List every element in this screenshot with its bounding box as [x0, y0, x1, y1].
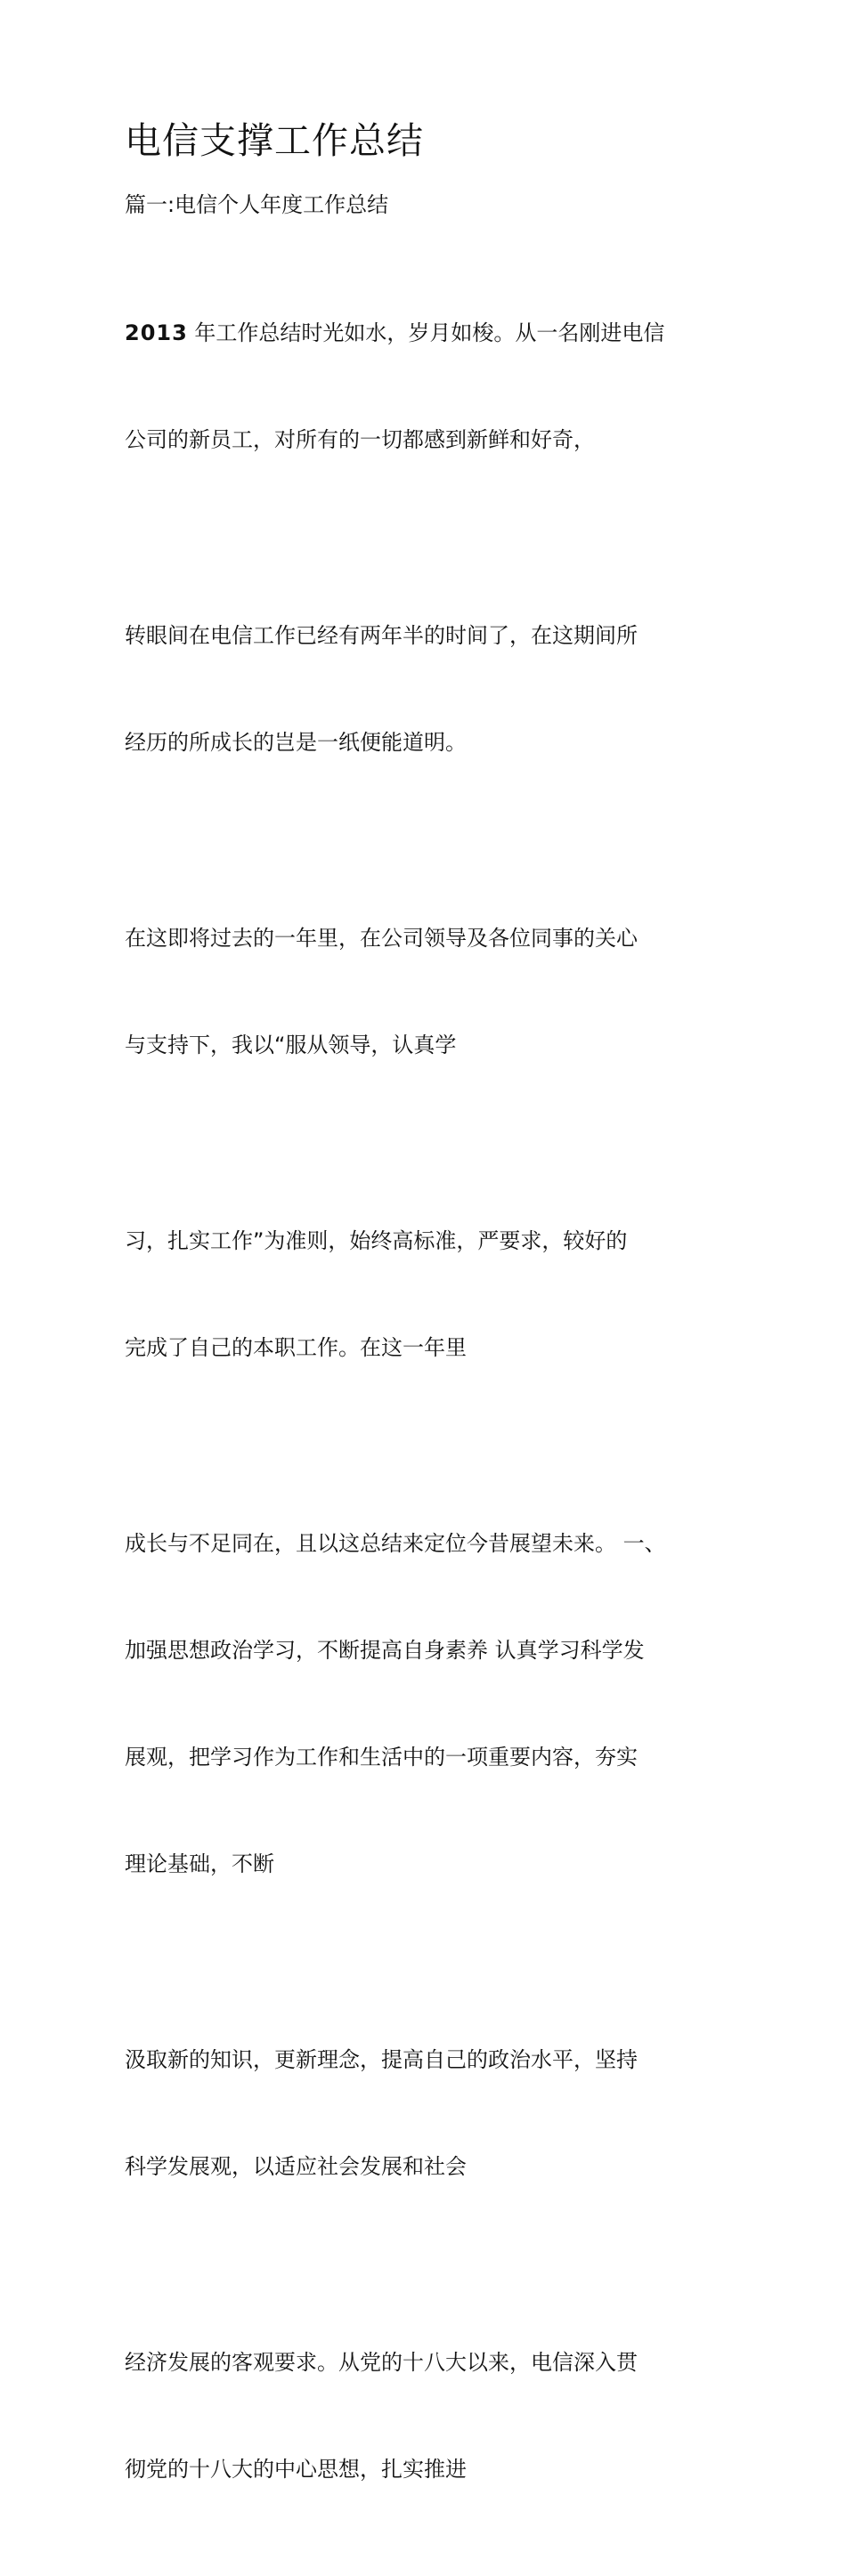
paragraph-line: 加强思想政治学习，不断提高自身素养 认真学习科学发	[125, 1638, 645, 1663]
document-title: 电信支撑工作总结	[125, 119, 424, 162]
paragraph-line: 经历的所成长的岂是一纸便能道明。	[125, 730, 467, 755]
paragraph-2	[125, 547, 730, 831]
paragraph-6	[125, 1971, 730, 2256]
paragraph-line: 公司的新员工，对所有的一切都感到新鲜和好奇，	[125, 427, 595, 452]
paragraph-line: 在这即将过去的一年里，在公司领导及各位同事的关心	[125, 926, 638, 951]
year-number: 2013	[125, 320, 188, 345]
document-body	[125, 116, 730, 2576]
paragraph-line: 与支持下，我以“服从领导，认真学	[125, 1033, 457, 1057]
line-text: 年工作总结时光如水，岁月如梭。从一名刚进电信	[187, 320, 665, 345]
paragraph-7	[125, 2273, 730, 2558]
document-subtitle: 篇一:电信个人年度工作总结	[125, 192, 389, 217]
paragraph-line: 彻党的十八大的中心思想，扎实推进	[125, 2457, 467, 2482]
paragraph-line: 汲取新的知识，更新理念，提高自己的政治水平，坚持	[125, 2047, 638, 2072]
paragraph-line: 转眼间在电信工作已经有两年半的时间了，在这期间所	[125, 623, 638, 648]
paragraph-line: 经济发展的客观要求。从党的十八大以来，电信深入贯	[125, 2350, 638, 2375]
paragraph-line: 习，扎实工作”为准则，始终高标准，严要求，较好的	[125, 1228, 628, 1253]
paragraph-line: 展观，把学习作为工作和生活中的一项重要内容，夯实	[125, 1745, 638, 1770]
paragraph-1	[125, 244, 730, 529]
paragraph-line: 成长与不足同在，且以这总结来定位今昔展望未来。 一、	[125, 1531, 666, 1556]
paragraph-line: 完成了自己的本职工作。在这一年里	[125, 1335, 467, 1360]
paragraph-line: 科学发展观，以适应社会发展和社会	[125, 2154, 467, 2179]
paragraph-line: 理论基础，不断	[125, 1851, 274, 1876]
paragraph-3	[125, 849, 730, 1134]
paragraph-line	[125, 315, 730, 351]
paragraph-5	[125, 1454, 730, 1953]
paragraph-4	[125, 1152, 730, 1437]
